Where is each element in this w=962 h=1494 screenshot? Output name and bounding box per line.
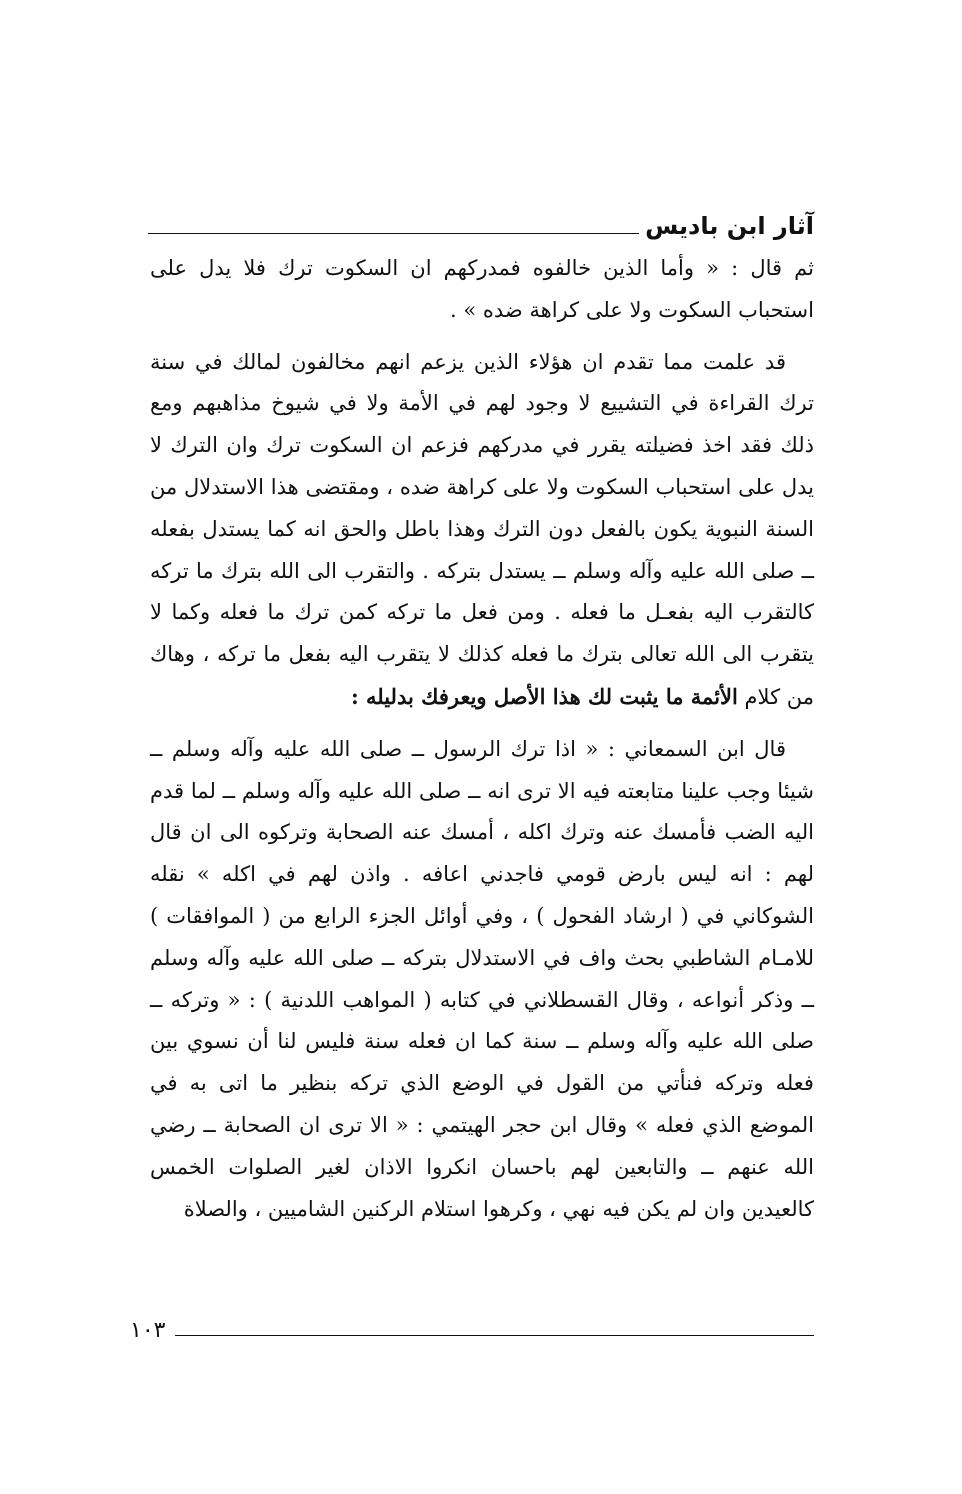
paragraph-2 [150, 342, 814, 719]
text-line: يستدل بتركه . والتقرب الى الله بترك ما تركه كالتقرب اليه بفعـل [150, 558, 814, 625]
text-line: الى ان قال لهم : انه ليس بارض قومي فاجدني اعافه . واذن لهم في [150, 820, 814, 887]
paragraph-1 [150, 248, 814, 332]
header-rule [148, 233, 639, 234]
text-line: ــ صلى الله عليه وآله وسلم ــ وذكر أنواعه ، وقال القسطلاني في [150, 945, 814, 1012]
text-line: وقال ابن حجر الهيتمي : « الا ترى ان الصحابة ــ رضي الله عنهم ــ [150, 1112, 814, 1179]
text-line: كتابه ( المواهب اللدنية ) : « وتركه ــ صلى الله عليه وآله وسلم ــ [150, 987, 814, 1054]
text-line: سنة ترك القراءة في التشييع لا وجود لهم في الأمة ولا في شيوخ [150, 349, 814, 416]
text-line: ومقتضى هذا الاستدلال من السنة النبوية يكون بالفعل دون الترك [150, 474, 814, 541]
text-line: تعالى بترك ما فعله كذلك لا يتقرب اليه بفعل ما تركه ، وهاك من كلام [150, 642, 814, 709]
text-line: وهذا باطل والحق انه كما يستدل بفعله ــ صلى الله عليه وآله وسلم ــ [150, 516, 814, 583]
text-line: ترك وان الترك لا يدل على استحباب السكوت ولا على كراهة ضده ، [150, 433, 814, 499]
text-line: ثم قال : « وأما الذين خالفوه فمدركهم ان السكوت ترك فلا يدل [199, 256, 814, 280]
text-line: لما قدم اليه الضب فأمسك عنه وترك اكله ، أمسك عنه الصحابة وتركوه [150, 778, 814, 845]
page-footer [130, 1312, 814, 1342]
text-line: والتابعين لهم باحسان انكروا الاذان لغير الصلوات الخمس كالعيدين [150, 1154, 814, 1221]
text-line: قال ابن السمعاني : « اذا ترك الرسول ــ صلى الله عليه وآله وسلم ــ [150, 736, 786, 761]
text-line: القول في الوضع الذي تركه بنظير ما اتى به في الموضع الذي فعله » [150, 1071, 814, 1137]
body-text [150, 248, 814, 1230]
paragraph-3 [150, 729, 814, 1231]
text-line: الأئمة ما يثبت لك هذا الأصل ويعرفك بدليله : [350, 683, 738, 709]
running-header [148, 198, 814, 238]
text-line: من ( الموافقات ) للامـام الشاطبي بحث واف في الاستدلال بتركه [150, 903, 814, 970]
text-line: اكله » نقله الشوكاني في ( ارشاد الفحول ) ، وفي أوائل الجزء الرابع [150, 862, 814, 928]
text-line: شيئا وجب علينا متابعته فيه الا ترى انه ــ صلى الله عليه وآله وسلم ــ [222, 778, 814, 803]
text-line: على استحباب السكوت ولا على كراهة ضده » . [150, 256, 814, 322]
text-line: قد علمت مما تقدم ان هؤلاء الذين يزعم انهم مخالفون لمالك في [194, 349, 786, 374]
footer-rule [175, 1335, 814, 1336]
text-line: مذاهبهم ومع ذلك فقد اخذ فضيلته يقرر في مدركهم فزعم ان السكوت [150, 391, 814, 458]
running-header-title: آثار ابن باديس [645, 212, 814, 240]
text-line: وان لم يكن فيه نهي ، وكرهوا استلام الركنين الشاميين ، والصلاة [183, 1196, 736, 1221]
page-number: ١٠٣ [130, 1318, 166, 1343]
text-line: ما فعله . ومن فعل ما تركه كمن ترك ما فعله وكما لا يتقرب الى الله [150, 600, 815, 667]
text-line: سنة كما ان فعله سنة فليس لنا أن نسوي بين فعله وتركه فنأتي من [150, 1029, 814, 1096]
